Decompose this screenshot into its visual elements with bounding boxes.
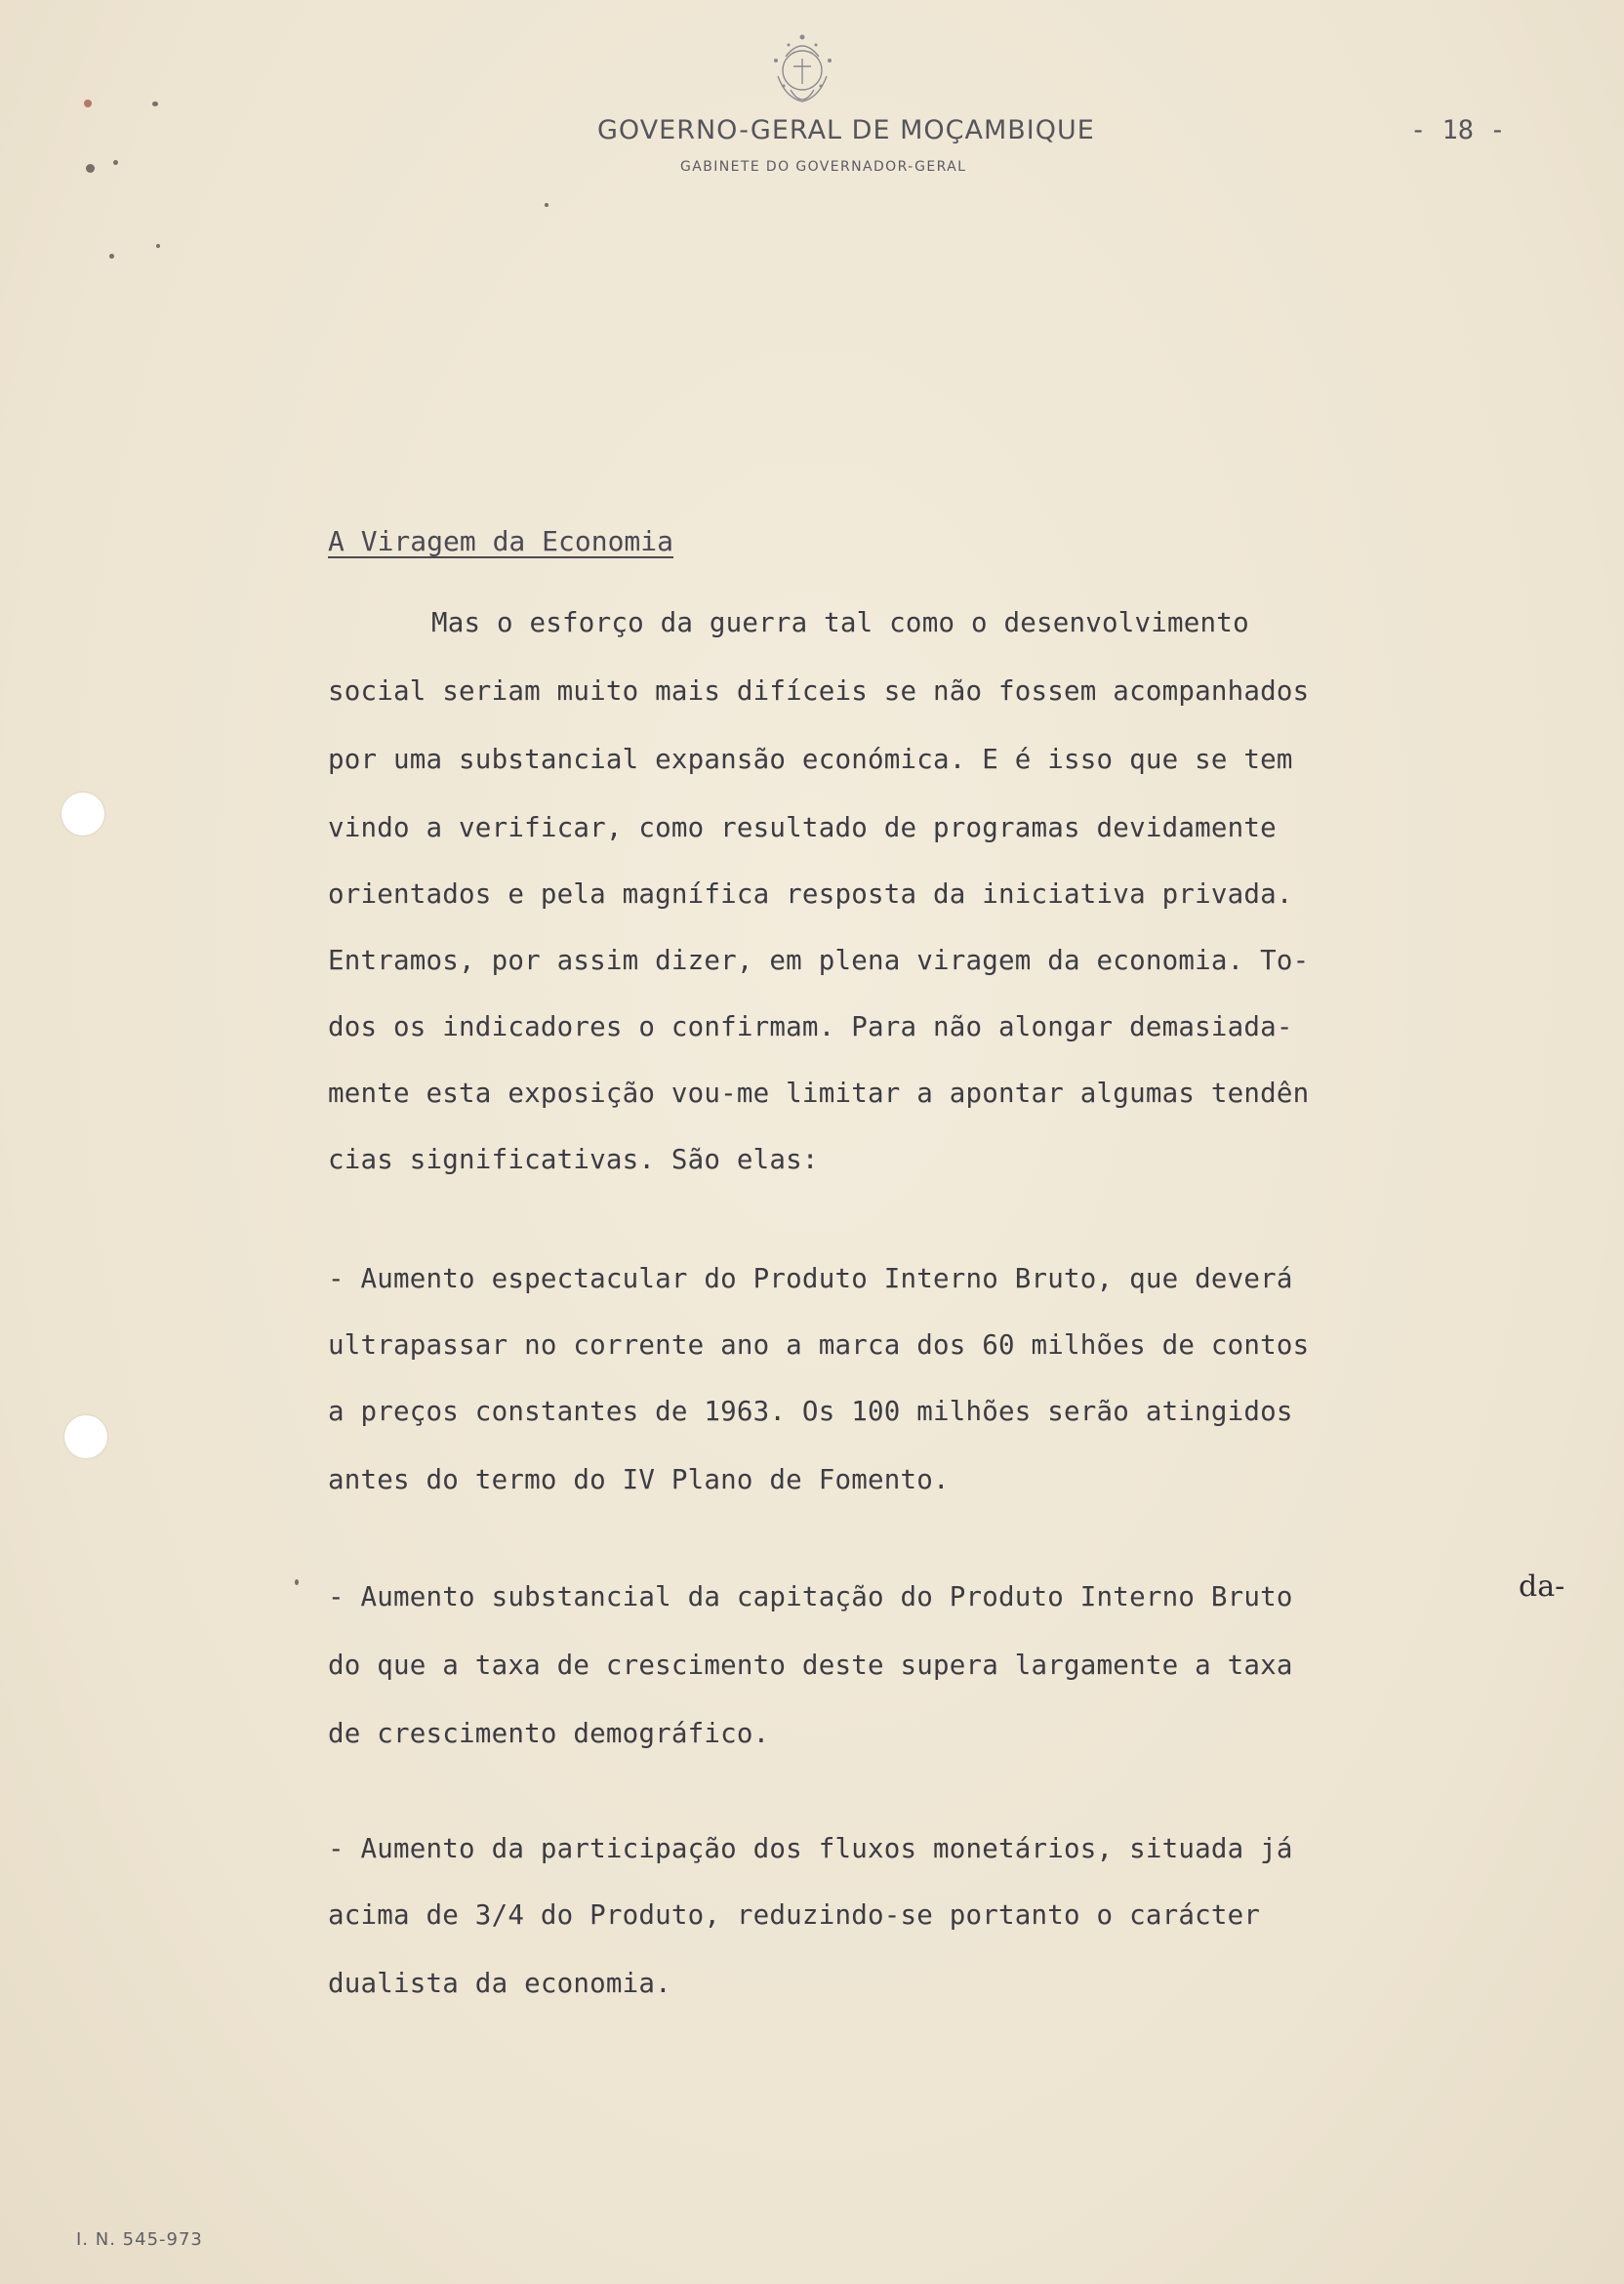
scan-speck [545,203,548,207]
scan-speck [152,102,158,106]
page-number: - 18 - [1410,115,1506,145]
scan-speck [156,244,160,248]
paragraph-line: por uma substancial expansão económica. E é isso que se tem [328,744,1293,775]
punch-hole [64,1415,107,1458]
scan-speck [295,1579,299,1585]
paragraph-line: Mas o esforço da guerra tal como o desenvolvimento [431,607,1249,638]
paragraph-line: social seriam muito mais difíceis se não fossem acompanhados [328,675,1310,707]
scan-speck [84,100,92,107]
paragraph-line: orientados e pela magnífica resposta da iniciativa privada. [328,878,1293,910]
paragraph-line: mente esta exposição vou-me limitar a apontar algumas tendên [328,1078,1310,1109]
bullet-line: ultrapassar no corrente ano a marca dos 60 milhões de contos [328,1329,1310,1361]
scan-speck [109,254,114,259]
handwritten-insert: da- [1519,1570,1565,1604]
punch-hole [61,793,104,836]
scan-speck [113,160,118,165]
bullet-line: a preços constantes de 1963. Os 100 milhões serão atingidos [328,1396,1293,1427]
scan-speck [86,164,95,173]
paragraph-line: Entramos, por assim dizer, em plena viragem da economia. To- [328,945,1310,976]
header-title: GOVERNO-GERAL DE MOÇAMBIQUE [597,115,1095,145]
bullet-line: do que a taxa de crescimento deste supera largamente a taxa [328,1650,1293,1681]
header-subtitle: GABINETE DO GOVERNADOR-GERAL [680,159,967,175]
footer-form-code: I. N. 545-973 [76,2229,203,2250]
bullet-line: antes do termo do IV Plano de Fomento. [328,1464,950,1495]
bullet-line: - Aumento espectacular do Produto Interno Bruto, que deverá [328,1263,1293,1294]
paragraph-line: dos os indicadores o confirmam. Para não alongar demasiada- [328,1011,1293,1042]
paragraph-line: vindo a verificar, como resultado de programas devidamente [328,812,1277,843]
bullet-line: dualista da economia. [328,1968,671,1999]
paragraph-line: cias significativas. São elas: [328,1144,819,1175]
bullet-line: - Aumento substancial da capitação do Produto Interno Bruto [328,1581,1293,1612]
coat-of-arms-emblem [756,27,849,113]
section-heading: A Viragem da Economia [328,525,674,557]
bullet-line: acima de 3/4 do Produto, reduzindo-se portanto o carácter [328,1899,1261,1931]
bullet-line: - Aumento da participação dos fluxos monetários, situada já [328,1833,1293,1864]
bullet-line: de crescimento demográfico. [328,1718,770,1749]
